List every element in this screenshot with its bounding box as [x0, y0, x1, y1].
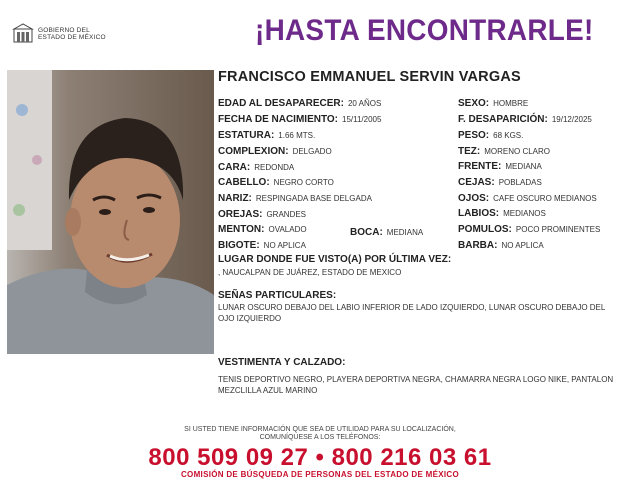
government-logo	[12, 22, 122, 46]
field-orejas	[218, 207, 306, 221]
label-ojos: OJOS:	[458, 193, 490, 204]
value-cejas: POBLADAS	[498, 178, 542, 187]
label-tez: TEZ:	[458, 146, 481, 157]
person-name: FRANCISCO EMMANUEL SERVIN VARGAS	[218, 69, 521, 85]
field-fecha-nacimiento	[218, 112, 381, 126]
value-sexo: HOMBRE	[493, 99, 529, 108]
field-boca	[350, 225, 423, 239]
last-seen-label: LUGAR DONDE FUE VISTO(A) POR ÚLTIMA VEZ:	[218, 254, 452, 265]
clothing-label: VESTIMENTA Y CALZADO:	[218, 357, 346, 368]
value-labios: MEDIANOS	[503, 209, 546, 218]
commission-name: COMISIÓN DE BÚSQUEDA DE PERSONAS DEL ESTADO DE MÉXICO	[180, 470, 459, 479]
value-menton: OVALADO	[268, 225, 307, 234]
field-bigote	[218, 238, 306, 252]
field-menton	[218, 222, 307, 236]
value-frente: MEDIANA	[505, 162, 542, 171]
particular-signs-label: SEÑAS PARTICULARES:	[218, 290, 337, 301]
value-pomulos: POCO PROMINENTES	[515, 225, 601, 234]
label-cejas: CEJAS:	[458, 177, 495, 188]
label-estatura: ESTATURA:	[218, 130, 275, 141]
field-f-desaparicion	[458, 112, 592, 126]
label-barba: BARBA:	[458, 240, 498, 251]
logo-line-1: GOBIERNO DEL	[38, 27, 90, 34]
label-f-desaparicion: F. DESAPARICIÓN:	[458, 114, 548, 125]
label-bigote: BIGOTE:	[218, 240, 260, 251]
particular-signs-value: LUNAR OSCURO DEBAJO DEL LABIO INFERIOR DE LADO IZQUIERDO, LUNAR OSCURO DEBAJO DEL OJO IZQUIERDO	[218, 303, 606, 323]
value-peso: 68 KGS.	[493, 131, 524, 140]
label-cabello: CABELLO:	[218, 177, 270, 188]
field-tez	[458, 144, 550, 158]
field-complexion	[218, 144, 332, 158]
field-cejas	[458, 175, 542, 189]
label-fecha-nacimiento: FECHA DE NACIMIENTO:	[218, 114, 338, 125]
value-fecha-nacimiento: 15/11/2005	[342, 115, 382, 124]
label-nariz: NARIZ:	[218, 193, 252, 204]
label-pomulos: POMULOS:	[458, 224, 512, 235]
label-labios: LABIOS:	[458, 208, 500, 219]
value-orejas: GRANDES	[266, 210, 307, 219]
footer-note-line-2: COMUNÍQUESE A LOS TELÉFONOS:	[259, 434, 381, 441]
value-barba: NO APLICA	[501, 241, 544, 250]
logo-line-2: ESTADO DE MÉXICO	[38, 34, 106, 41]
clothing-value: TENIS DEPORTIVO NEGRO, PLAYERA DEPORTIVA NEGRA, CHAMARRA NEGRA LOGO NIKE, PANTALON MEZCLILLA AZUL MARINO	[218, 375, 614, 395]
label-frente: FRENTE:	[458, 161, 502, 172]
field-cara	[218, 160, 294, 174]
field-sexo	[458, 96, 528, 110]
value-cabello: NEGRO CORTO	[273, 178, 334, 187]
value-f-desaparicion: 19/12/2025	[551, 115, 592, 124]
footer-note-line-1: SI USTED TIENE INFORMACIÓN QUE SEA DE UTILIDAD PARA SU LOCALIZACIÓN,	[184, 426, 456, 433]
field-nariz	[218, 191, 372, 205]
label-complexion: COMPLEXION:	[218, 146, 289, 157]
label-edad: EDAD AL DESAPARECER:	[218, 98, 344, 109]
missing-person-photo	[7, 70, 214, 354]
value-estatura: 1.66 MTS.	[278, 131, 316, 140]
value-nariz: RESPINGADA BASE DELGADA	[255, 194, 372, 203]
label-peso: PESO:	[458, 130, 490, 141]
value-bigote: NO APLICA	[263, 241, 306, 250]
field-pomulos	[458, 222, 600, 236]
value-edad: 20 AÑOS	[347, 99, 382, 108]
value-tez: MORENO CLARO	[484, 147, 551, 156]
field-cabello	[218, 175, 334, 189]
label-sexo: SEXO:	[458, 98, 490, 109]
label-menton: MENTON:	[218, 224, 265, 235]
field-labios	[458, 206, 546, 220]
field-peso	[458, 128, 523, 142]
field-ojos	[458, 191, 597, 205]
value-complexion: DELGADO	[292, 147, 332, 156]
value-boca: MEDIANA	[386, 228, 424, 237]
label-boca: BOCA:	[350, 227, 383, 238]
value-cara: REDONDA	[254, 163, 295, 172]
field-estatura	[218, 128, 315, 142]
headline: ¡HASTA ENCONTRARLE!	[255, 14, 594, 47]
phone-numbers: 800 509 09 27 • 800 216 03 61	[148, 444, 492, 471]
field-edad	[218, 96, 381, 110]
label-orejas: OREJAS:	[218, 209, 263, 220]
state-emblem-icon	[12, 23, 34, 45]
label-cara: CARA:	[218, 162, 251, 173]
last-seen-value: , NAUCALPAN DE JUÁREZ, ESTADO DE MEXICO	[218, 268, 402, 277]
value-ojos: CAFE OSCURO MEDIANOS	[493, 194, 597, 203]
field-frente	[458, 159, 542, 173]
field-barba	[458, 238, 544, 252]
